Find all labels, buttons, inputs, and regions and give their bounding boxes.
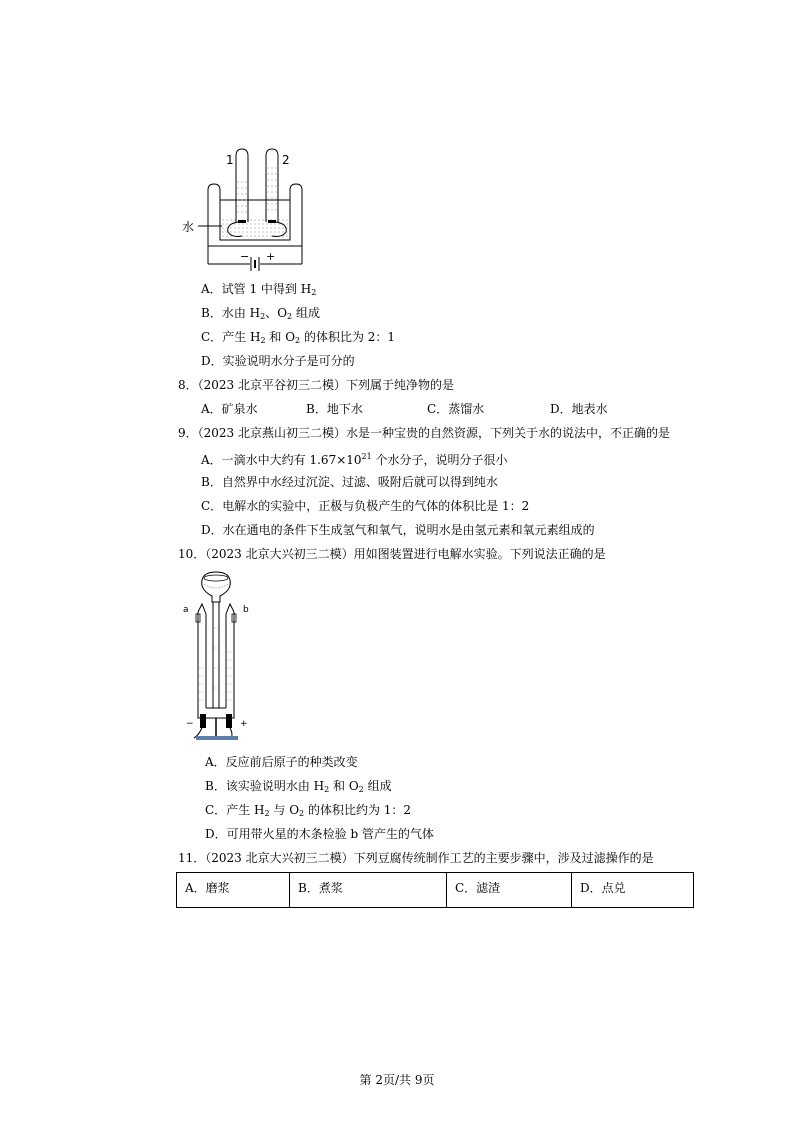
q9-option-b: B．自然界中水经过沉淀、过滤、吸附后就可以得到纯水 [201, 475, 498, 489]
water-label: 水 [182, 220, 195, 234]
q11-choice-a: A．磨浆 [177, 873, 290, 908]
q8-option-c: C．蒸馏水 [427, 402, 485, 416]
plus-label: + [266, 250, 276, 263]
q10-option-d: D．可用带火星的木条检验 b 管产生的气体 [205, 827, 434, 841]
minus-label: − [240, 250, 250, 263]
q10-option-c: C．产生 $H_2$ 与 $O_2$ 的体积比约为 1：2 [205, 803, 412, 818]
q9-option-c: C．电解水的实验中，正极与负极产生的气体的体积比是 1：2 [201, 499, 530, 513]
q10-stem: 10．（2023 北京大兴初三二模）用如图装置进行电解水实验。下列说法正确的是 [178, 547, 606, 561]
tube-2-label: 2 [282, 153, 290, 167]
table-row [177, 873, 694, 908]
tube-a-label: a [183, 605, 189, 615]
tube-b-label: b [243, 605, 249, 615]
q7-option-a: A．试管 1 中得到 $H_2$ [201, 282, 317, 297]
q8-option-d: D．地表水 [550, 402, 608, 416]
q7-option-c: C．产生 $H_2$ 和 $O_2$ 的体积比为 2：1 [201, 330, 396, 345]
q8-option-b: B．地下水 [306, 402, 363, 416]
q11-choice-c: C．滤渣 [447, 873, 572, 908]
page-footer: 第 2页/共 9页 [359, 1073, 435, 1087]
q9-option-d: D．水在通电的条件下生成氢气和氧气，说明水是由氢元素和氧元素组成的 [201, 523, 595, 537]
q9-option-a: A．一滴水中大约有 $1.67\times 10^{21}$ 个水分子，说明分子很小 [201, 452, 508, 467]
electrolysis-apparatus-figure-1 [178, 146, 318, 274]
q8-option-a: A．矿泉水 [201, 402, 258, 416]
q10-option-b: B．该实验说明水由 $H_2$ 和 $O_2$ 组成 [205, 779, 392, 794]
tube-1-label: 1 [226, 153, 234, 167]
q11-choice-d: D．点兑 [572, 873, 694, 908]
q11-stem: 11．（2023 北京大兴初三二模）下列豆腐传统制作工艺的主要步骤中，涉及过滤操作的是 [178, 851, 654, 865]
q7-option-b: B．水由 $H_2$、$O_2$ 组成 [201, 306, 320, 321]
plus-electrode-label: + [240, 719, 248, 729]
q11-choices-table [176, 872, 694, 908]
q7-option-d: D．实验说明水分子是可分的 [201, 354, 355, 368]
minus-electrode-label: − [186, 719, 194, 729]
q11-choice-b: B．煮浆 [290, 873, 447, 908]
q9-stem: 9．（2023 北京燕山初三二模）水是一种宝贵的自然资源，下列关于水的说法中，不正确的是 [178, 426, 670, 440]
q8-stem: 8．（2023 北京平谷初三二模）下列属于纯净物的是 [178, 378, 454, 392]
hofmann-voltameter-figure [180, 568, 252, 748]
q10-option-a: A．反应前后原子的种类改变 [205, 755, 358, 769]
